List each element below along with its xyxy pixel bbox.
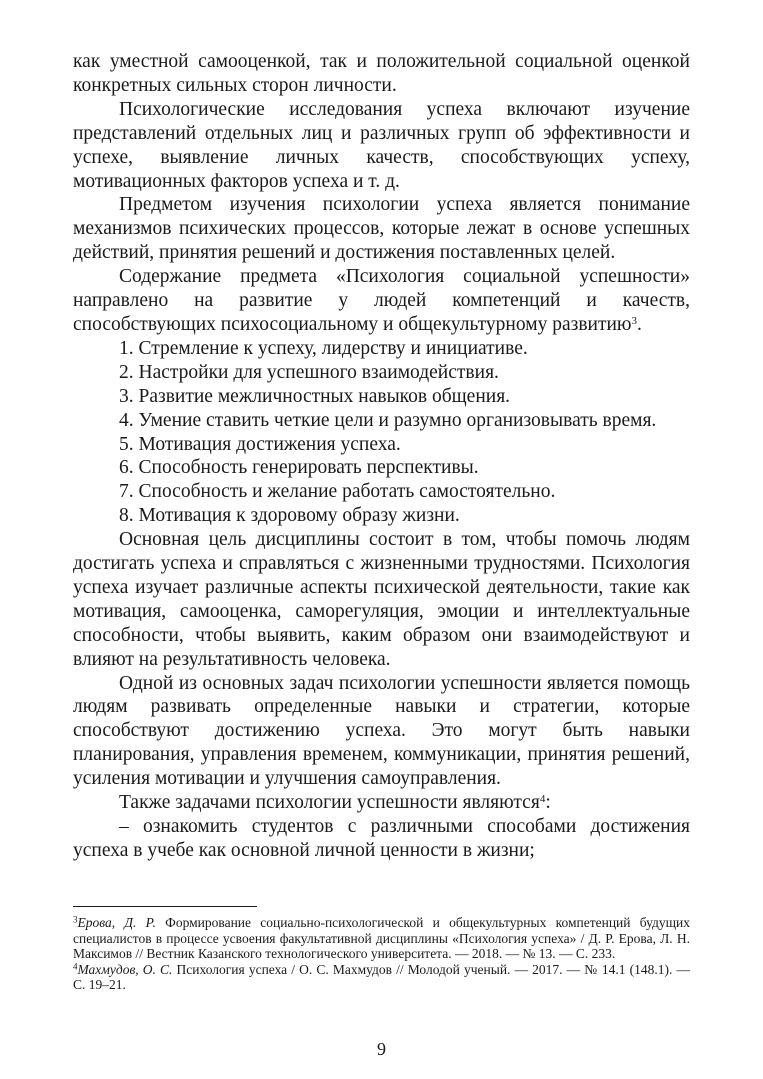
list-item: 3. Развитие межличностных навыков общения. <box>119 385 511 407</box>
main-text <box>73 50 690 863</box>
list-item: 6. Способность генерировать перспективы. <box>119 457 479 479</box>
page-number: 9 <box>377 1039 386 1059</box>
footnote-marker: 4 <box>73 961 78 972</box>
footnote-ref-4[interactable]: 4 <box>539 793 546 806</box>
paragraph: – ознакомить студентов с различными способами достижения успеха в учебе как основной личной ценности в жизни; <box>73 816 690 861</box>
footnote-text: Формирование социально-психологической и общекультурных компетенций будущих специалистов в процессе усвоения факультативной дисциплины «Психология успеха» / Д. Р. Ерова, Л. Н. Максимов // Вестник Казанского технологического университета. — 2018. — № 13. — С. 233. <box>73 915 691 962</box>
list-item: 7. Способность и желание работать самостоятельно. <box>119 481 556 503</box>
paragraph: Предметом изучения психологии успеха является понимание механизмов психических процессов, которые лежат в основе успешных действий, принятия решений и достижения поставленных целей. <box>73 194 690 264</box>
paragraph <box>73 791 690 815</box>
footnote-4 <box>73 962 690 993</box>
footnote-marker: 3 <box>73 914 78 925</box>
footnotes <box>73 906 690 993</box>
footnote-ref-3[interactable]: 3 <box>631 314 637 327</box>
paragraph: Психологические исследования успеха включают изучение представлений отдельных лиц и различных групп об эффективности и успехе, выявление личных качеств, способствующих успеху, мотивационных факторов успеха и т. д. <box>73 98 690 192</box>
list-item: 2. Настройки для успешного взаимодействия. <box>119 361 499 383</box>
list-item: 4. Умение ставить четкие цели и разумно организовывать время. <box>119 409 657 431</box>
paragraph-end: . <box>636 313 642 335</box>
paragraph: как уместной самооценкой, так и положительной социальной оценкой конкретных сильных сторон личности. <box>73 51 690 96</box>
paragraph-text: Содержание предмета «Психология социальной успешности» направлено на развитие у людей компетенций и качеств, способствующих психосоциальному и общекультурному развитию <box>73 266 690 335</box>
footnote-text: Психология успеха / О. С. Махмудов // Молодой ученый. — 2017. — № 14.1 (148.1). — С. 19–21. <box>73 961 690 993</box>
list-item: 5. Мотивация достижения успеха. <box>119 433 401 455</box>
footnote-3 <box>73 915 690 962</box>
paragraph <box>73 265 690 337</box>
paragraph: Основная цель дисциплины состоит в том, чтобы помочь людям достигать успеха и справляться с жизненными трудностями. Психология успеха изучает различные аспекты психической деятельности, такие как мотивация, самооценка, саморегуляция, эмоции и интеллектуальные способности, чтобы выявить, каким образом они взаимодействуют и влияют на результативность человека. <box>73 529 690 670</box>
footnote-author: Махмудов, О. С. <box>77 961 173 977</box>
list-item: 8. Мотивация к здоровому образу жизни. <box>119 505 460 527</box>
footnote-divider <box>73 906 257 907</box>
paragraph-text: Также задачами психологии успешности являются <box>119 792 540 814</box>
paragraph: Одной из основных задач психологии успешности является помощь людям развивать определенные навыки и стратегии, которые способствуют достижению успеха. Это могут быть навыки планирования, управления временем, коммуникации, принятия решений, усиления мотивации и улучшения самоуправления. <box>73 672 690 790</box>
paragraph-end: : <box>545 792 551 814</box>
footnote-author: Ерова, Д. Р. <box>77 915 156 930</box>
list-item: 1. Стремление к успеху, лидерству и инициативе. <box>119 337 528 359</box>
